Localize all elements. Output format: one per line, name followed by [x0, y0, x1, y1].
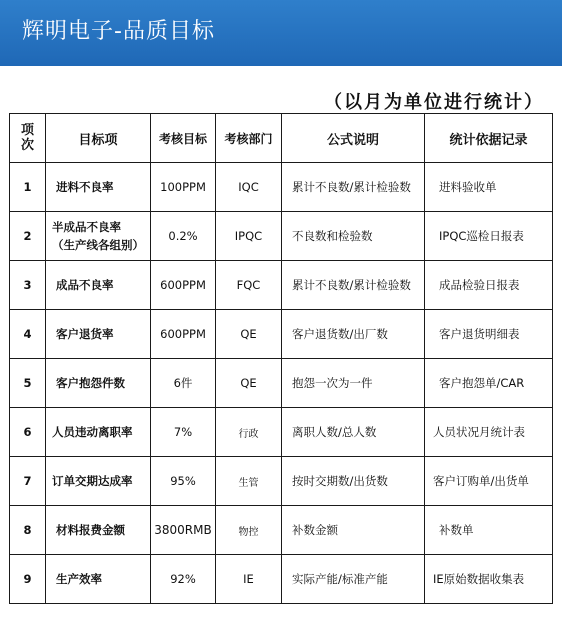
row-dept: 生管 [216, 457, 282, 506]
row-item: 客户抱怨件数 [46, 359, 151, 408]
row-item: 材料报费金额 [46, 506, 151, 555]
row-target: 600PPM [151, 261, 216, 310]
row-formula: 抱怨一次为一件 [282, 359, 425, 408]
row-target: 3800RMB [151, 506, 216, 555]
row-item: 生产效率 [46, 555, 151, 604]
row-no: 7 [10, 457, 46, 506]
header-no: 项次 [10, 114, 46, 163]
row-dept: IE [216, 555, 282, 604]
header-item: 目标项 [46, 114, 151, 163]
row-dept: QE [216, 310, 282, 359]
row-item: 客户退货率 [46, 310, 151, 359]
row-dept: IQC [216, 163, 282, 212]
header-target: 考核目标 [151, 114, 216, 163]
header-record: 统计依据记录 [425, 114, 553, 163]
row-record: 客户订购单/出货单 [425, 457, 553, 506]
row-item [46, 212, 151, 261]
row-target: 7% [151, 408, 216, 457]
row-item: 人员违动离职率 [46, 408, 151, 457]
row-no: 1 [10, 163, 46, 212]
row-formula: 累计不良数/累计检验数 [282, 163, 425, 212]
row-record: IPQC巡检日报表 [425, 212, 553, 261]
row-no: 8 [10, 506, 46, 555]
row-record: 客户退货明细表 [425, 310, 553, 359]
row-target: 0.2% [151, 212, 216, 261]
row-no: 2 [10, 212, 46, 261]
row-record: 补数单 [425, 506, 553, 555]
quality-goals-table [9, 113, 553, 604]
row-dept: IPQC [216, 212, 282, 261]
table-row [10, 506, 553, 555]
row-dept: 物控 [216, 506, 282, 555]
row-item: 进料不良率 [46, 163, 151, 212]
row-target: 6件 [151, 359, 216, 408]
row-dept: FQC [216, 261, 282, 310]
row-item-line1: 半成品不良率 [52, 220, 121, 234]
row-no: 4 [10, 310, 46, 359]
row-record: 客户抱怨单/CAR [425, 359, 553, 408]
table-row [10, 457, 553, 506]
row-item: 成品不良率 [46, 261, 151, 310]
table-row [10, 408, 553, 457]
row-item: 订单交期达成率 [46, 457, 151, 506]
table-row [10, 359, 553, 408]
page-title: 辉明电子-品质目标 [22, 19, 215, 44]
row-record: 人员状况月统计表 [425, 408, 553, 457]
row-dept: 行政 [216, 408, 282, 457]
row-no: 9 [10, 555, 46, 604]
table-row [10, 163, 553, 212]
row-target: 92% [151, 555, 216, 604]
row-formula: 实际产能/标准产能 [282, 555, 425, 604]
row-no: 3 [10, 261, 46, 310]
row-record: 进料验收单 [425, 163, 553, 212]
row-no: 5 [10, 359, 46, 408]
table-row [10, 261, 553, 310]
row-record: IE原始数据收集表 [425, 555, 553, 604]
row-formula: 补数金额 [282, 506, 425, 555]
table-row [10, 555, 553, 604]
row-target: 95% [151, 457, 216, 506]
table-header-row [10, 114, 553, 163]
header-formula: 公式说明 [282, 114, 425, 163]
row-dept: QE [216, 359, 282, 408]
table-row [10, 212, 553, 261]
row-record: 成品检验日报表 [425, 261, 553, 310]
row-formula: 不良数和检验数 [282, 212, 425, 261]
title-banner [0, 0, 562, 66]
row-formula: 客户退货数/出厂数 [282, 310, 425, 359]
header-dept: 考核部门 [216, 114, 282, 163]
row-formula: 累计不良数/累计检验数 [282, 261, 425, 310]
table-row [10, 310, 553, 359]
row-formula: 按时交期数/出货数 [282, 457, 425, 506]
row-no: 6 [10, 408, 46, 457]
row-item-line2: （生产线各组别） [52, 238, 144, 252]
page-subtitle: （以月为单位进行统计） [324, 92, 544, 113]
row-formula: 离职人数/总人数 [282, 408, 425, 457]
row-target: 600PPM [151, 310, 216, 359]
row-target: 100PPM [151, 163, 216, 212]
